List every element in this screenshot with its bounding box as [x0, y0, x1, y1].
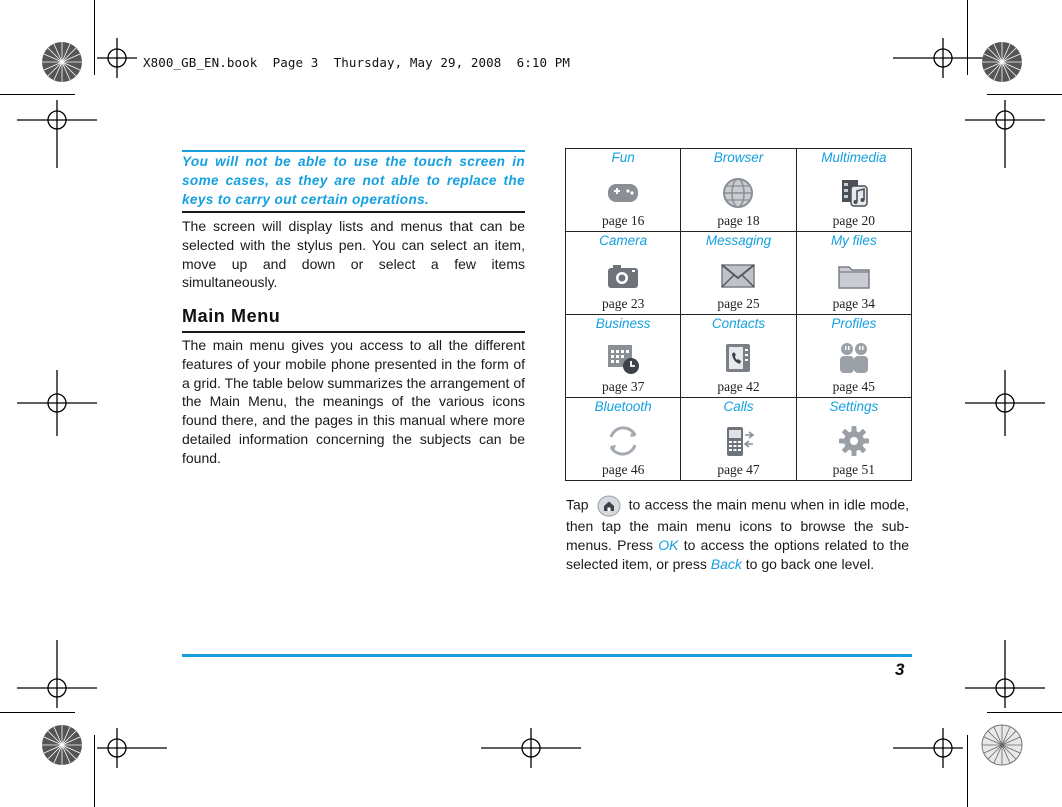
navigation-instructions — [566, 495, 909, 574]
contacts-icon — [720, 340, 756, 376]
instruction-tap: Tap — [566, 496, 589, 513]
cell-title: Profiles — [831, 316, 877, 331]
grid-cell-contacts — [681, 315, 796, 398]
grid-cell-settings — [796, 398, 911, 481]
registration-target-icon — [965, 640, 1045, 708]
cell-title: Multimedia — [821, 150, 887, 165]
folder-icon — [836, 257, 872, 293]
rosette-mark-icon — [42, 42, 82, 82]
calendar-clock-icon — [605, 340, 641, 376]
footer-rule — [182, 654, 912, 657]
cell-page: page 42 — [717, 379, 760, 394]
main-menu-grid — [565, 148, 912, 481]
grid-cell-camera — [566, 232, 681, 315]
registration-target-icon — [97, 38, 137, 78]
heading-rule — [182, 331, 525, 333]
registration-target-icon — [893, 38, 993, 78]
cell-title: Bluetooth — [594, 399, 652, 414]
intro-paragraph: The screen will display lists and menus that can be selected with the stylus pen. You can select an item, move up and down or select a few items simultaneously. — [182, 218, 525, 291]
grid-cell-fun — [566, 149, 681, 232]
page-number: 3 — [895, 660, 905, 679]
grid-cell-calls — [681, 398, 796, 481]
registration-target-icon — [965, 370, 1045, 436]
registration-target-icon — [17, 370, 97, 436]
cell-title: Calls — [723, 399, 754, 414]
cell-page: page 51 — [832, 462, 875, 477]
print-header-stamp: X800_GB_EN.book Page 3 Thursday, May 29, 2008 6:10 PM — [143, 55, 571, 70]
grid-row — [566, 232, 912, 315]
instruction-part2: to access the options related to the selected item, or press — [566, 537, 910, 572]
cell-page: page 16 — [601, 213, 645, 228]
grid-cell-business — [566, 315, 681, 398]
cell-page: page 25 — [717, 296, 760, 311]
registration-target-icon — [17, 100, 97, 168]
ok-softkey-label: OK — [658, 537, 679, 553]
cell-page: page 45 — [832, 379, 875, 394]
cell-title: Contacts — [711, 316, 766, 331]
camera-icon — [605, 257, 641, 293]
gamepad-icon — [605, 174, 641, 210]
rosette-mark-icon — [982, 42, 1022, 82]
cell-page: page 47 — [717, 462, 760, 477]
grid-row — [566, 315, 912, 398]
grid-row — [566, 398, 912, 481]
grid-cell-bluetooth — [566, 398, 681, 481]
instruction-part3: to go back one level. — [745, 556, 875, 572]
profiles-icon — [836, 340, 872, 376]
registration-target-icon — [965, 100, 1045, 168]
cell-page: page 18 — [717, 213, 760, 228]
main-menu-paragraph: The main menu gives you access to all the different features of your mobile phone presented in the form of a grid. The table below summarizes the arrangement of the Main Menu, the meanings of the various icons found there, and the pages in this manual where more detailed information concerning the subjects can be found. — [182, 337, 525, 466]
grid-cell-browser — [681, 149, 796, 232]
registration-target-icon — [893, 728, 963, 768]
multimedia-icon — [836, 174, 872, 210]
gear-icon — [836, 423, 872, 459]
registration-target-icon — [97, 728, 167, 768]
instruction-part1: to access the main menu when in idle mode, then tap the main menu icons to browse the sub-menus. Press — [566, 496, 909, 553]
home-key-icon — [597, 495, 621, 517]
grid-cell-my-files — [796, 232, 911, 315]
cell-title: Messaging — [705, 233, 772, 248]
cell-title: Browser — [713, 150, 764, 165]
main-menu-heading: Main Menu — [182, 306, 281, 326]
registration-target-icon — [17, 640, 97, 708]
cell-page: page 46 — [601, 462, 645, 477]
registration-target-icon — [481, 728, 581, 768]
grid-cell-profiles — [796, 315, 911, 398]
envelope-icon — [720, 257, 756, 293]
grid-row — [566, 149, 912, 232]
bluetooth-icon — [605, 423, 641, 459]
rosette-mark-icon — [42, 725, 82, 765]
cell-page: page 37 — [601, 379, 645, 394]
cell-page: page 34 — [832, 296, 875, 311]
globe-icon — [720, 174, 756, 210]
grid-cell-multimedia — [796, 149, 911, 232]
grid-cell-messaging — [681, 232, 796, 315]
cell-page: page 20 — [832, 213, 875, 228]
cell-title: Fun — [611, 150, 635, 165]
cell-page: page 23 — [601, 296, 645, 311]
cell-title: Settings — [829, 399, 879, 414]
cell-title: My files — [830, 233, 877, 248]
back-softkey-label: Back — [710, 556, 742, 572]
cell-title: Business — [595, 316, 651, 331]
touch-screen-note: You will not be able to use the touch screen in some cases, as they are not able to replace the keys to carry out certain operations. — [182, 154, 525, 207]
calls-icon — [720, 423, 756, 459]
cell-title: Camera — [599, 233, 648, 248]
rosette-mark-icon — [982, 725, 1022, 765]
note-bottom-rule — [182, 211, 525, 213]
